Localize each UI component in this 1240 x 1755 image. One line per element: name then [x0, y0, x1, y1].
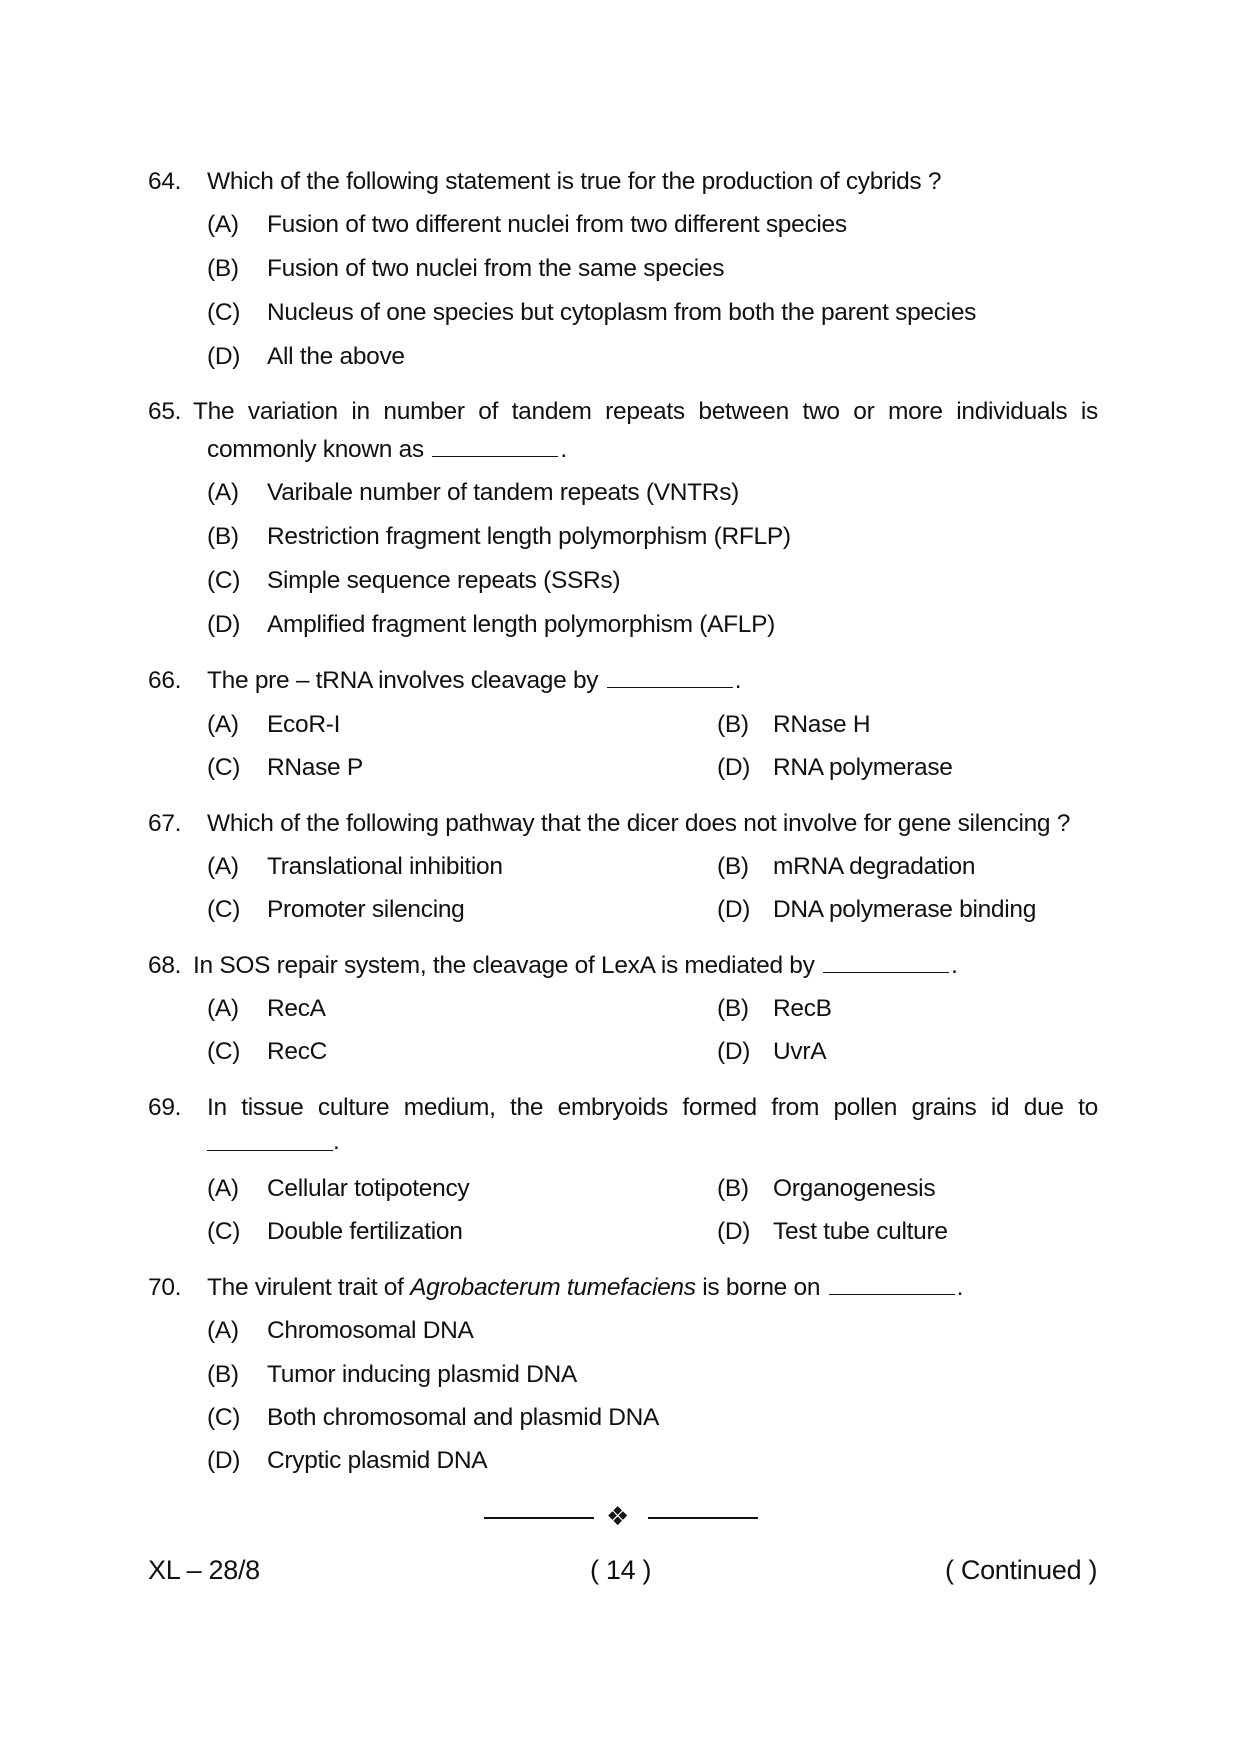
option-letter: (B): [717, 853, 749, 880]
option-text: Double fertilization: [267, 1218, 463, 1245]
option-letter: (A): [207, 711, 239, 738]
option-text: Cryptic plasmid DNA: [267, 1447, 488, 1474]
option-text: RecC: [267, 1038, 328, 1065]
question-text: Which of the following pathway that the dicer does not involve for gene silencing ?: [207, 810, 1071, 837]
option-letter: (B): [717, 711, 749, 738]
option-letter: (B): [717, 995, 749, 1022]
option-text: RecB: [773, 995, 832, 1022]
blank-period: .: [333, 1128, 340, 1155]
option-letter: (A): [207, 1175, 239, 1202]
option-letter: (C): [207, 896, 241, 923]
question-number: 66.: [148, 667, 182, 694]
option-letter: (C): [207, 1038, 241, 1065]
option-text: Tumor inducing plasmid DNA: [267, 1361, 577, 1388]
answer-blank: [823, 971, 949, 973]
page-number: ( 14 ): [590, 1555, 652, 1585]
question-number: 69.: [148, 1094, 182, 1121]
question-text: In tissue culture medium, the embryoids formed from pollen grains id due to: [207, 1094, 1098, 1121]
paper-code: XL – 28/8: [148, 1555, 260, 1585]
option-text: RNase H: [773, 711, 871, 738]
option-text: Test tube culture: [773, 1218, 948, 1245]
option-text: Both chromosomal and plasmid DNA: [267, 1404, 660, 1431]
question-text-line2: commonly known as .: [207, 436, 567, 463]
option-text: Fusion of two nuclei from the same species: [267, 255, 725, 282]
option-letter: (C): [207, 1404, 241, 1431]
option-text: Promoter silencing: [267, 896, 465, 923]
question-number: 65.: [148, 398, 182, 425]
question-text: Which of the following statement is true for the production of cybrids ?: [207, 168, 942, 195]
option-text: Cellular totipotency: [267, 1175, 470, 1202]
option-text: Varibale number of tandem repeats (VNTRs): [267, 479, 740, 506]
option-letter: (A): [207, 479, 239, 506]
option-letter: (C): [207, 567, 241, 594]
option-letter: (C): [207, 1218, 241, 1245]
species-name: Agrobacterum tumefaciens: [410, 1274, 696, 1301]
option-text: UvrA: [773, 1038, 827, 1065]
option-text: All the above: [267, 343, 405, 370]
option-letter: (A): [207, 995, 239, 1022]
answer-blank: [207, 1150, 333, 1151]
continued-label: ( Continued ): [945, 1555, 1098, 1585]
option-letter: (D): [717, 1038, 751, 1065]
option-letter: (A): [207, 853, 239, 880]
option-text: Fusion of two different nuclei from two different species: [267, 211, 847, 238]
option-text: Organogenesis: [773, 1175, 936, 1202]
question-text: The virulent trait of Agrobacterum tumefaciens is borne on .: [207, 1274, 964, 1301]
option-letter: (D): [717, 754, 751, 781]
question-text-line1: The variation in number of tandem repeats between two or more individuals is: [193, 398, 1098, 425]
option-letter: (B): [207, 523, 239, 550]
option-letter: (D): [207, 1447, 241, 1474]
option-text: Amplified fragment length polymorphism (AFLP): [267, 611, 776, 638]
option-letter: (C): [207, 299, 241, 326]
option-letter: (B): [717, 1175, 749, 1202]
option-text: RNA polymerase: [773, 754, 953, 781]
option-letter: (A): [207, 211, 239, 238]
option-letter: (A): [207, 1317, 239, 1344]
option-text: Nucleus of one species but cytoplasm from both the parent species: [267, 299, 977, 326]
option-text: Translational inhibition: [267, 853, 503, 880]
question-text: The pre – tRNA involves cleavage by .: [207, 667, 742, 694]
divider-left: [484, 1517, 594, 1519]
option-letter: (D): [717, 896, 751, 923]
option-letter: (B): [207, 1361, 239, 1388]
option-text: DNA polymerase binding: [773, 896, 1037, 923]
question-text: In SOS repair system, the cleavage of LexA is mediated by .: [193, 952, 958, 979]
option-letter: (D): [717, 1218, 751, 1245]
diamond-ornament-icon: ❖: [606, 1501, 630, 1531]
option-letter: (D): [207, 343, 241, 370]
option-text: EcoR-I: [267, 711, 341, 738]
question-number: 68.: [148, 952, 182, 979]
option-text: Restriction fragment length polymorphism (RFLP): [267, 523, 791, 550]
question-number: 70.: [148, 1274, 182, 1301]
question-number: 64.: [148, 168, 182, 195]
option-text: mRNA degradation: [773, 853, 976, 880]
option-text: RecA: [267, 995, 326, 1022]
answer-blank: [829, 1293, 955, 1295]
option-text: Chromosomal DNA: [267, 1317, 474, 1344]
question-number: 67.: [148, 810, 182, 837]
answer-blank: [607, 686, 733, 688]
divider-right: [648, 1517, 758, 1519]
option-letter: (B): [207, 255, 239, 282]
option-letter: (C): [207, 754, 241, 781]
option-text: Simple sequence repeats (SSRs): [267, 567, 621, 594]
option-text: RNase P: [267, 754, 363, 781]
answer-blank: [432, 455, 558, 457]
option-letter: (D): [207, 611, 241, 638]
